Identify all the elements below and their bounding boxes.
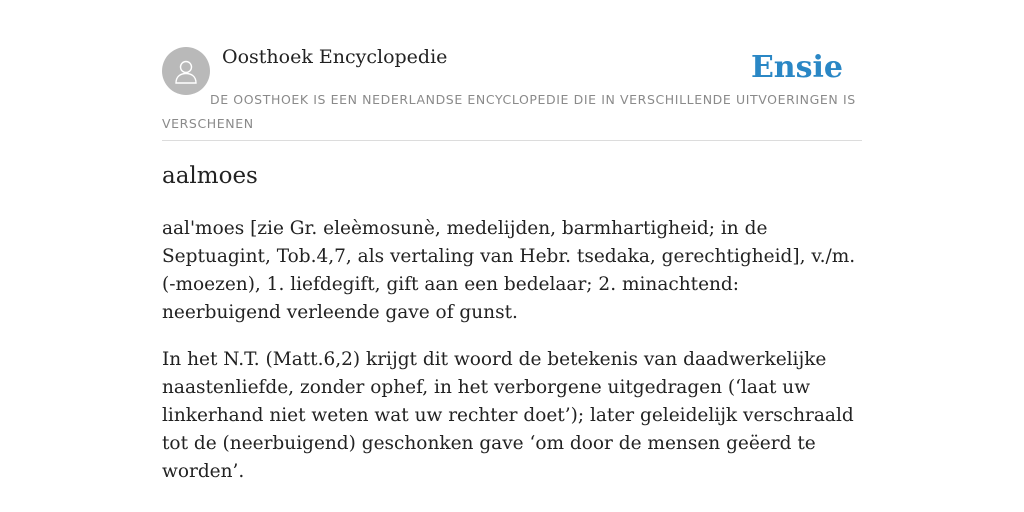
article-headword: aalmoes bbox=[162, 163, 258, 189]
source-description: DE OOSTHOEK IS EEN NEDERLANDSE ENCYCLOPEDIE DIE IN VERSCHILLENDE UITVOERINGEN IS VERSCHENEN bbox=[162, 92, 856, 131]
article-paragraph: aal'moes [zie Gr. eleèmosunè, medelijden, barmhartigheid; in de Septuagint, Tob.4,7, als vertaling van Hebr. tsedaka, gerechtigheid], v./m. (-moezen), 1. liefdegift, gift aan een bedelaar; 2. minachtend: neerbuigend verleende gave of gunst. bbox=[162, 218, 856, 323]
brand-logo-link[interactable]: Ensie bbox=[750, 50, 843, 85]
source-title[interactable]: Oosthoek Encyclopedie bbox=[222, 46, 448, 68]
article-body bbox=[162, 215, 862, 505]
source-header bbox=[162, 44, 862, 141]
user-icon bbox=[172, 57, 200, 85]
article-paragraph: In het N.T. (Matt.6,2) krijgt dit woord de betekenis van daadwerkelijke naastenliefde, zonder ophef, in het verborgene uitgedragen (‘laat uw linkerhand niet weten wat uw rechter doet’); later geleidelijk verschraald tot de (neerbuigend) geschonken gave ‘om door de mensen geëerd te worden’. bbox=[162, 349, 854, 482]
